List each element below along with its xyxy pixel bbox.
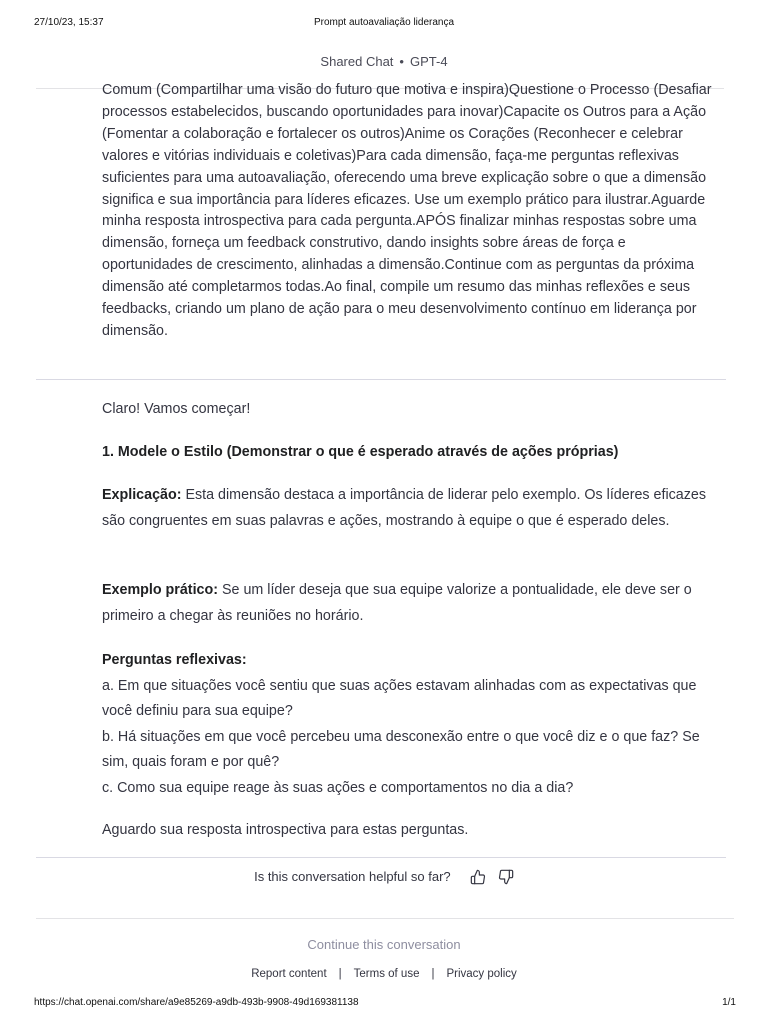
question-a: a. Em que situações você sentiu que suas ações estavam alinhadas com as expectativas que você definiu para sua equipe? <box>102 677 697 719</box>
closing-text: Aguardo sua resposta introspectiva para estas perguntas. <box>102 822 469 838</box>
footer-links <box>0 968 768 980</box>
print-title: Prompt autoavaliação liderança <box>313 17 455 28</box>
user-message <box>102 82 714 368</box>
footer-separator: | <box>431 968 435 980</box>
message-divider <box>36 379 726 380</box>
privacy-policy-link[interactable]: Privacy policy <box>446 968 517 980</box>
header-separator: • <box>399 54 404 69</box>
model-label: GPT-4 <box>409 54 448 69</box>
thumbs-down-icon <box>498 869 514 885</box>
thumbs-down-button[interactable] <box>498 869 514 885</box>
print-url: https://chat.openai.com/share/a9e85269-a9db-493b-9908-49d169381138 <box>34 997 359 1008</box>
thumbs-up-icon <box>470 869 486 885</box>
question-b: b. Há situações em que você percebeu uma desconexão entre o que você diz e o que faz? Se sim, quais foram e por quê? <box>102 728 700 770</box>
footer-divider <box>36 918 734 919</box>
feedback-prompt: Is this conversation helpful so far? <box>254 869 451 885</box>
question-c: c. Como sua equipe reage às suas ações e comportamentos no dia a dia? <box>102 779 574 796</box>
dimension-heading: 1. Modele o Estilo (Demonstrar o que é esperado através de ações próprias) <box>102 444 619 460</box>
report-content-link[interactable]: Report content <box>251 968 327 980</box>
explanation-text: Esta dimensão destaca a importância de liderar pelo exemplo. Os líderes eficazes são congruentes em suas palavras e ações, mostrando à equipe o que é esperado deles. <box>102 487 706 529</box>
print-datetime: 27/10/23, 15:37 <box>34 17 104 28</box>
greeting-text: Claro! Vamos começar! <box>102 401 251 417</box>
feedback-divider <box>36 857 726 858</box>
terms-of-use-link[interactable]: Terms of use <box>353 968 420 980</box>
user-message-text: Comum (Compartilhar uma visão do futuro que motiva e inspira)Questione o Processo (Desafiar processos estabelecidos, buscando oportunidades para inovar)Capacite os Outros para a Ação (Fomentar a colaboração e fortalecer os outros)Anime os Corações (Reconhecer e celebrar valores e vitórias individuais e coletivas)Para cada dimensão, faça-me perguntas reflexivas suficientes para uma autoavaliação, oferecendo uma breve explicação sobre o que a dimensão significa e sua importância para líderes eficazes. Use um exemplo prático para ilustrar.Aguarde minha resposta introspectiva para cada pergunta.APÓS finalizar minhas respostas sobre uma dimensão, forneça um feedback construtivo, dando insights sobre áreas de força e oportunidades de crescimento, alinhadas a dimensão.Continue com as perguntas da próxima dimensão até completarmos todas.Ao final, compile um resumo das minhas reflexões e seus feedbacks, criando um plano de ação para o meu desenvolvimento contínuo em liderança por dimensão. <box>102 82 712 339</box>
example-label: Exemplo prático: <box>102 582 218 598</box>
thumbs-up-button[interactable] <box>470 869 486 885</box>
questions-block <box>102 648 718 801</box>
footer-separator: | <box>338 968 342 980</box>
example-paragraph <box>102 578 718 629</box>
print-page-number: 1/1 <box>722 997 736 1008</box>
explanation-paragraph <box>102 483 718 534</box>
explanation-label: Explicação: <box>102 487 182 503</box>
shared-chat-header <box>0 54 768 69</box>
continue-conversation-link[interactable]: Continue this conversation <box>307 937 461 952</box>
shared-chat-label: Shared Chat <box>320 54 394 69</box>
example-text: Se um líder deseja que sua equipe valorize a pontualidade, ele deve ser o primeiro a chegar às reuniões no horário. <box>102 582 692 624</box>
feedback-bar <box>0 868 768 885</box>
questions-label: Perguntas reflexivas: <box>102 652 247 668</box>
